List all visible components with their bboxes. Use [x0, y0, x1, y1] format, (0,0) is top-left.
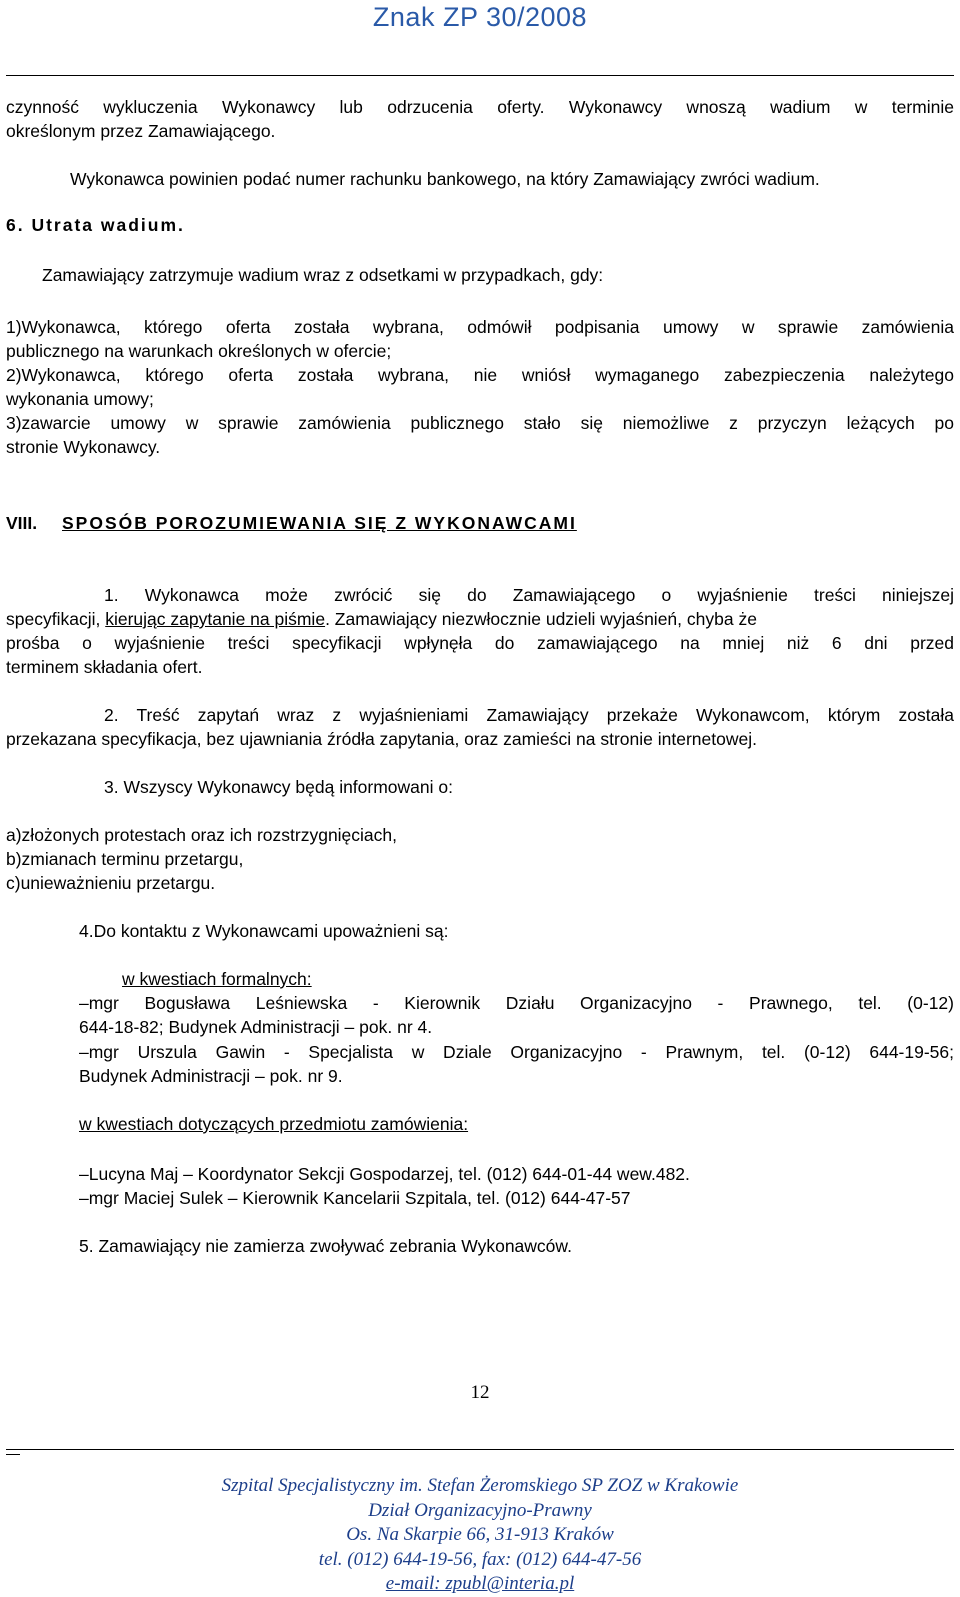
list-item: 1)Wykonawca, którego oferta została wybrana, odmówił podpisania umowy w sprawie zamówienia: [6, 317, 954, 337]
footer-divider: [6, 1449, 954, 1450]
document-reference-header: Znak ZP 30/2008: [372, 2, 588, 32]
paragraph: przekazana specyfikacja, bez ujawniania źródła zapytania, oraz zamieści na stronie internetowej.: [6, 729, 757, 749]
header-divider: [6, 75, 954, 76]
section-intro: Zamawiający zatrzymuje wadium wraz z odsetkami w przypadkach, gdy:: [42, 265, 604, 285]
footer-address: [0, 1474, 960, 1597]
section-title: SPOSÓB POROZUMIEWANIA SIĘ Z WYKONAWCAMI: [62, 513, 577, 533]
contact-item: –mgr Urszula Gawin - Specjalista w Dziale Organizacyjno - Prawnym, tel. (0-12) 644-19-56;: [79, 1042, 954, 1062]
bank-account-note: Wykonawca powinien podać numer rachunku bankowego, na który Zamawiający zwróci wadium.: [70, 169, 820, 189]
contact-item: –mgr Maciej Sulek – Kierownik Kancelarii Szpitala, tel. (012) 644-47-57: [79, 1188, 631, 1208]
paragraph: [6, 608, 954, 632]
contact-item: Budynek Administracji – pok. nr 9.: [79, 1066, 343, 1086]
page-number: 12: [470, 1382, 490, 1403]
paragraph: 3. Wszyscy Wykonawcy będą informowani o:: [104, 777, 453, 797]
paragraph: 1. Wykonawca może zwrócić się do Zamawiającego o wyjaśnienie treści niniejszej: [104, 585, 954, 605]
contact-item: –Lucyna Maj – Koordynator Sekcji Gospodarzej, tel. (012) 644-01-44 wew.482.: [79, 1164, 690, 1184]
list-item: 3)zawarcie umowy w sprawie zamówienia publicznego stało się niemożliwe z przyczyn leżących po: [6, 413, 954, 433]
paragraph-wadium-line: określonym przez Zamawiającego.: [6, 121, 276, 141]
footer-email-link[interactable]: e-mail: zpubl@interia.pl: [385, 1573, 575, 1594]
list-item: stronie Wykonawcy.: [6, 437, 161, 457]
paragraph: terminem składania ofert.: [6, 657, 203, 677]
footer-address-line: Os. Na Skarpie 66, 31-913 Kraków: [346, 1524, 614, 1545]
subheading-subject: w kwestiach dotyczących przedmiotu zamówienia:: [79, 1114, 469, 1134]
section-number: VIII.: [6, 513, 38, 533]
section-heading-utrata-wadium: 6. Utrata wadium.: [6, 215, 185, 235]
list-item: 2)Wykonawca, którego oferta została wybrana, nie wniósł wymaganego zabezpieczenia należytego: [6, 365, 954, 385]
paragraph: 2. Treść zapytań wraz z wyjaśnieniami Zamawiający przekaże Wykonawcom, którym została: [104, 705, 954, 725]
paragraph: 5. Zamawiający nie zamierza zwoływać zebrania Wykonawców.: [79, 1236, 572, 1256]
paragraph: 4.Do kontaktu z Wykonawcami upoważnieni są:: [79, 921, 449, 941]
list-item: b)zmianach terminu przetargu,: [6, 849, 244, 869]
subheading-formal: w kwestiach formalnych:: [122, 969, 312, 989]
footnote-mark: [6, 1454, 20, 1455]
underlined-text: kierując zapytanie na piśmie: [105, 609, 326, 629]
footer-phone: tel. (012) 644-19-56, fax: (012) 644-47-56: [318, 1548, 642, 1570]
contact-item: –mgr Bogusława Leśniewska - Kierownik Działu Organizacyjno - Prawnego, tel. (0-12): [79, 993, 954, 1013]
footer-hospital-name: Szpital Specjalistyczny im. Stefan Żeromskiego SP ZOZ w Krakowie: [221, 1475, 739, 1496]
paragraph-wadium-line: czynność wykluczenia Wykonawcy lub odrzucenia oferty. Wykonawcy wnoszą wadium w terminie: [6, 97, 954, 117]
list-item: wykonania umowy;: [6, 389, 154, 409]
list-item: publicznego na warunkach określonych w ofercie;: [6, 341, 392, 361]
list-item: a)złożonych protestach oraz ich rozstrzygnięciach,: [6, 825, 398, 845]
paragraph: prośba o wyjaśnienie treści specyfikacji wpłynęła do zamawiającego na mniej niż 6 dni przed: [6, 633, 954, 653]
contact-item: 644-18-82; Budynek Administracji – pok. nr 4.: [79, 1017, 433, 1037]
text-span: . Zamawiający niezwłocznie udzieli wyjaśnień, chyba że: [325, 609, 757, 629]
list-item: c)unieważnieniu przetargu.: [6, 873, 216, 893]
text-span: specyfikacji,: [6, 609, 101, 629]
footer-department: Dział Organizacyjno-Prawny: [368, 1499, 592, 1521]
